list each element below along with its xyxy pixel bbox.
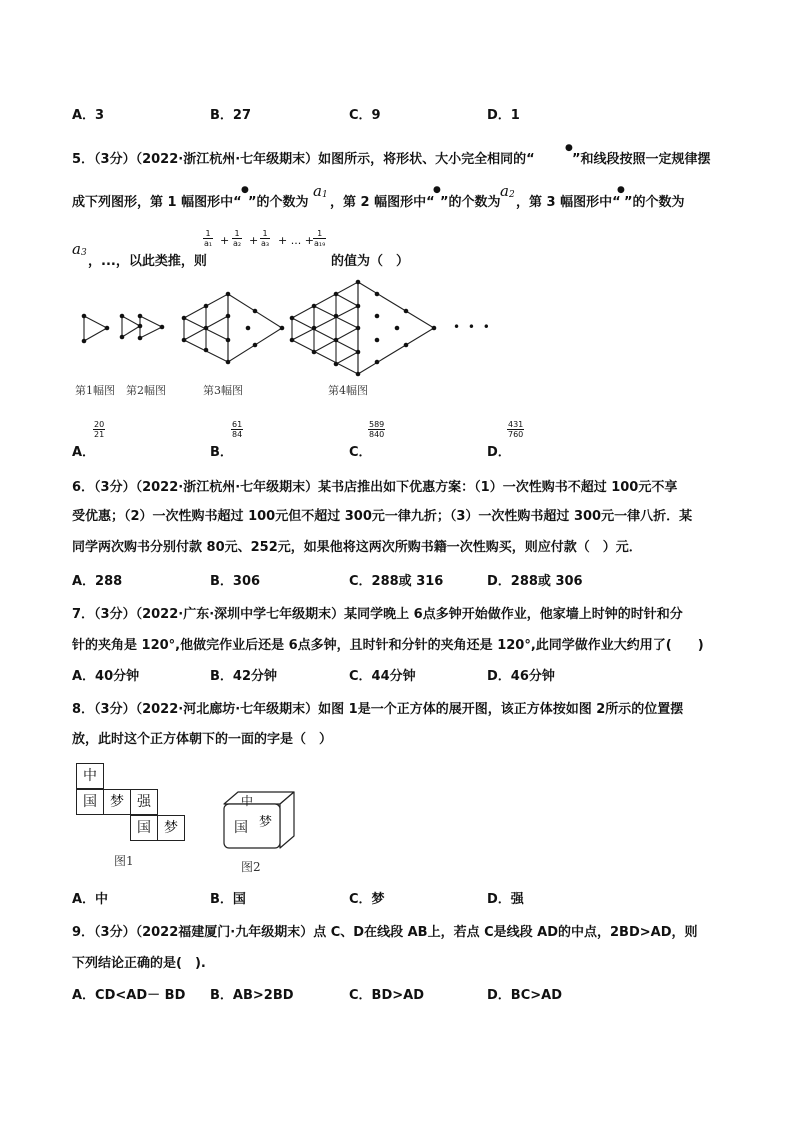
q5-option-c-fraction[interactable]: $\frac{589}{840}$ — [369, 420, 385, 439]
q5-option-b-letter[interactable]: B． — [210, 445, 233, 460]
q5-line1b: ”和线段按照一定规律摆 — [572, 152, 711, 167]
sum-term-19: $\frac{1}{\text{a₁₉}}$ — [314, 229, 326, 248]
q5-option-d-fraction[interactable]: $\frac{431}{760}$ — [508, 420, 524, 439]
q5-option-c-letter[interactable]: C． — [349, 445, 372, 460]
net-cell-meng: 梦 — [103, 789, 131, 815]
q9-option-a[interactable]: A．CD<AD－ BD — [72, 988, 186, 1003]
q5-line3-end: 的值为（ ） — [331, 254, 410, 269]
net-cell-guo-2: 国 — [130, 815, 158, 841]
q5-line2e: ，第 3 幅图形中“ — [516, 195, 621, 210]
q9-option-d[interactable]: D．BC>AD — [487, 988, 562, 1003]
net-cell-qiang: 强 — [130, 789, 158, 815]
q8-option-d[interactable]: D．强 — [487, 892, 524, 907]
q7-option-b[interactable]: B．42分钟 — [210, 669, 277, 684]
q8-option-b[interactable]: B．国 — [210, 892, 246, 907]
q6-option-b[interactable]: B．306 — [210, 574, 261, 589]
caption-figure-2: 第2幅图 — [126, 384, 166, 397]
ellipsis-plus: + ... + — [278, 234, 314, 247]
q7-line1: 7．（3分）（2022·广东·深圳中学七年级期末）某同学晚上 6点多钟开始做作业，他家墙上时钟的时针和分 — [72, 607, 683, 622]
a1-subscript: 1 — [322, 190, 328, 200]
q8-option-a[interactable]: A．中 — [72, 892, 109, 907]
dot-icon: ● — [617, 185, 625, 195]
net-cell-guo: 国 — [76, 789, 104, 815]
q5-line2b: ”的个数为 — [248, 195, 309, 210]
caption-figure-4: 第4幅图 — [328, 384, 368, 397]
a3-subscript: 3 — [81, 248, 87, 258]
a2-symbol: a — [500, 182, 509, 200]
q6-option-a[interactable]: A．288 — [72, 574, 123, 589]
q9-line2: 下列结论正确的是( ). — [72, 956, 206, 971]
q5-line3: ，...，以此类推，则 — [88, 254, 207, 269]
sum-term-3: $\frac{1}{\text{a₃}}$ — [261, 229, 270, 248]
net-cell-zhong: 中 — [76, 763, 104, 789]
q9-option-b[interactable]: B．AB>2BD — [210, 988, 294, 1003]
caption-figure-1: 第1幅图 — [75, 384, 115, 397]
q6-option-d[interactable]: D．288或 306 — [487, 574, 583, 589]
a1-symbol: a — [313, 182, 322, 200]
figure-4-triangle-left — [292, 282, 358, 374]
q5-line2a: 成下列图形，第 1 幅图形中“ — [72, 195, 242, 210]
sum-term-2: $\frac{1}{\text{a₂}}$ — [233, 229, 242, 248]
q5-option-a-letter[interactable]: A． — [72, 445, 96, 460]
q4-option-d[interactable]: D．1 — [487, 108, 520, 123]
q9-option-c[interactable]: C．BD>AD — [349, 988, 424, 1003]
q4-option-b[interactable]: B．27 — [210, 108, 251, 123]
caption-figure-1: 图1 — [114, 854, 134, 868]
q6-line2: 受优惠；（2）一次性购书超过 100元但不超过 300元一律九折；（3）一次性购书超过 300元一律八折．某 — [72, 509, 693, 524]
figure-2-triangle-b — [140, 316, 162, 338]
q5-line2f: ”的个数为 — [624, 195, 685, 210]
q5-pattern-figure — [72, 278, 492, 380]
q5-line1: 5．（3分）（2022·浙江杭州·七年级期末）如图所示，将形状、大小完全相同的“ — [72, 152, 535, 167]
q7-option-d[interactable]: D．46分钟 — [487, 669, 555, 684]
q6-line3: 同学两次购书分别付款 80元、252元，如果他将这两次所购书籍一次性购买，则应付款（ ）元． — [72, 540, 642, 555]
a3-symbol: a — [72, 240, 81, 258]
q5-line2c: ，第 2 幅图形中“ — [330, 195, 435, 210]
q8-line2: 放，此时这个正方体朝下的一面的字是（ ） — [72, 732, 333, 747]
figure-1-triangle — [84, 316, 107, 341]
q8-line1: 8．（3分）（2022·河北廊坊·七年级期末）如图 1是一个正方体的展开图，该正方体按如图 2所示的位置摆 — [72, 702, 684, 717]
q5-option-b-fraction[interactable]: $\frac{61}{84}$ — [232, 420, 243, 439]
cube-top-face: 中 — [241, 794, 254, 808]
dot-icon: ● — [433, 185, 441, 195]
cube-front-face: 国 — [234, 820, 248, 836]
net-cell-meng-2: 梦 — [157, 815, 185, 841]
figure-2-triangle-a — [122, 316, 140, 337]
dot-icon: ● — [241, 185, 249, 195]
q7-line2: 针的夹角是 120°,他做完作业后还是 6点多钟，且时针和分针的夹角还是 120°,此同学做作业大约用了( ) — [72, 638, 704, 653]
q6-option-c[interactable]: C．288或 316 — [349, 574, 444, 589]
q5-option-d-letter[interactable]: D． — [487, 445, 511, 460]
pattern-continues-ellipsis: • • • — [453, 320, 492, 334]
q5-option-a-fraction[interactable]: $\frac{20}{21}$ — [94, 420, 105, 439]
sum-term-1: $\frac{1}{\text{a₁}}$ — [204, 229, 213, 248]
q6-line1: 6．（3分）（2022·浙江杭州·七年级期末）某书店推出如下优惠方案：（1）一次性购书不超过 100元不享 — [72, 480, 678, 495]
q4-option-a[interactable]: A．3 — [72, 108, 105, 123]
q7-option-a[interactable]: A．40分钟 — [72, 669, 140, 684]
plus-sign: + — [249, 234, 259, 247]
plus-sign: + — [220, 234, 230, 247]
q7-option-c[interactable]: C．44分钟 — [349, 669, 416, 684]
caption-figure-2: 图2 — [241, 860, 261, 874]
dot-icon: ● — [565, 143, 573, 153]
q9-line1: 9．（3分）（2022福建厦门·九年级期末）点 C、D在线段 AB上，若点 C是线段 AD的中点，2BD>AD，则 — [72, 925, 698, 940]
figure-3-triangle-right — [228, 294, 282, 362]
a2-subscript: 2 — [509, 190, 515, 200]
q4-option-c[interactable]: C．9 — [349, 108, 381, 123]
caption-figure-3: 第3幅图 — [203, 384, 243, 397]
q5-line2d: ”的个数为 — [440, 195, 501, 210]
cube-right-face: 梦 — [259, 815, 273, 830]
q8-option-c[interactable]: C．梦 — [349, 892, 385, 907]
